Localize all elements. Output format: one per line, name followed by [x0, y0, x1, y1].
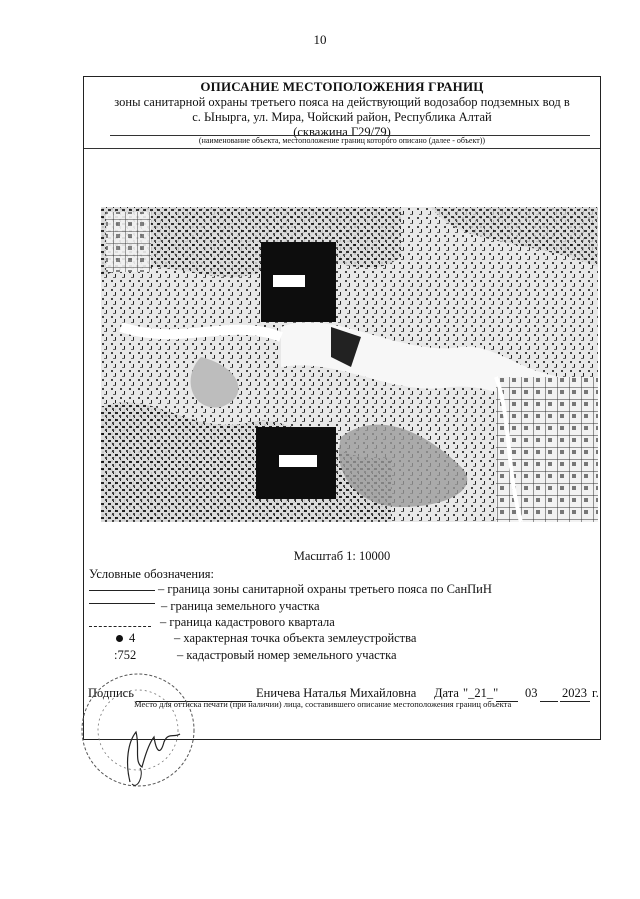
solid-line-symbol: [89, 603, 155, 604]
point-symbol: [116, 635, 123, 642]
header-separator: [84, 148, 600, 149]
dashed-line-symbol: [89, 626, 151, 627]
header: [84, 77, 600, 140]
legend-text: – кадастровый номер земельного участка: [177, 648, 397, 662]
seal-stamp-with-signature: [70, 672, 220, 807]
header-caption: (наименование объекта, местоположение границ которого описано (далее - объект)): [198, 136, 486, 145]
signatory-name: Еничева Наталья Михайловна: [256, 686, 417, 700]
date-label: Дата: [434, 686, 459, 700]
document-title: ОПИСАНИЕ МЕСТОПОЛОЖЕНИЯ ГРАНИЦ: [200, 79, 484, 94]
date-day: "_21_": [463, 686, 499, 700]
date-year: 2023: [562, 686, 587, 700]
solid-line-symbol: [89, 590, 155, 591]
legend-text: – граница кадастрового квартала: [160, 615, 335, 629]
subtitle-line-3: (скважина Г29/79): [293, 125, 391, 139]
date-year-line: [560, 701, 590, 702]
subtitle-line-1: зоны санитарной охраны третьего пояса на действующий водозабор подземных вод в: [114, 95, 570, 109]
page-number: 10: [313, 32, 327, 47]
point-number: 4: [129, 631, 136, 645]
date-month-line: [540, 701, 558, 702]
legend-text: – граница земельного участка: [161, 599, 320, 613]
map-scale: Масштаб 1: 10000: [293, 549, 391, 563]
legend-title: Условные обозначения:: [89, 567, 215, 581]
document-frame: [83, 76, 601, 740]
legend-text: – характерная точка объекта землеустройства: [174, 631, 417, 645]
date-month: 03: [525, 686, 538, 700]
date-year-suffix: г.: [592, 686, 599, 700]
signature-label: Подпись: [88, 686, 134, 700]
legend-text: – граница зоны санитарной охраны третьего пояса по СанПиН: [158, 582, 492, 596]
stamp-caption: Место для оттиска печати (при наличии) лица, составившего описание местоположения границ объекта: [134, 699, 512, 709]
cadastral-number-symbol: :752: [114, 648, 137, 662]
satellite-map: [101, 207, 598, 522]
subtitle-line-2: с. Ынырга, ул. Мира, Чойский район, Республика Алтай: [192, 110, 492, 124]
